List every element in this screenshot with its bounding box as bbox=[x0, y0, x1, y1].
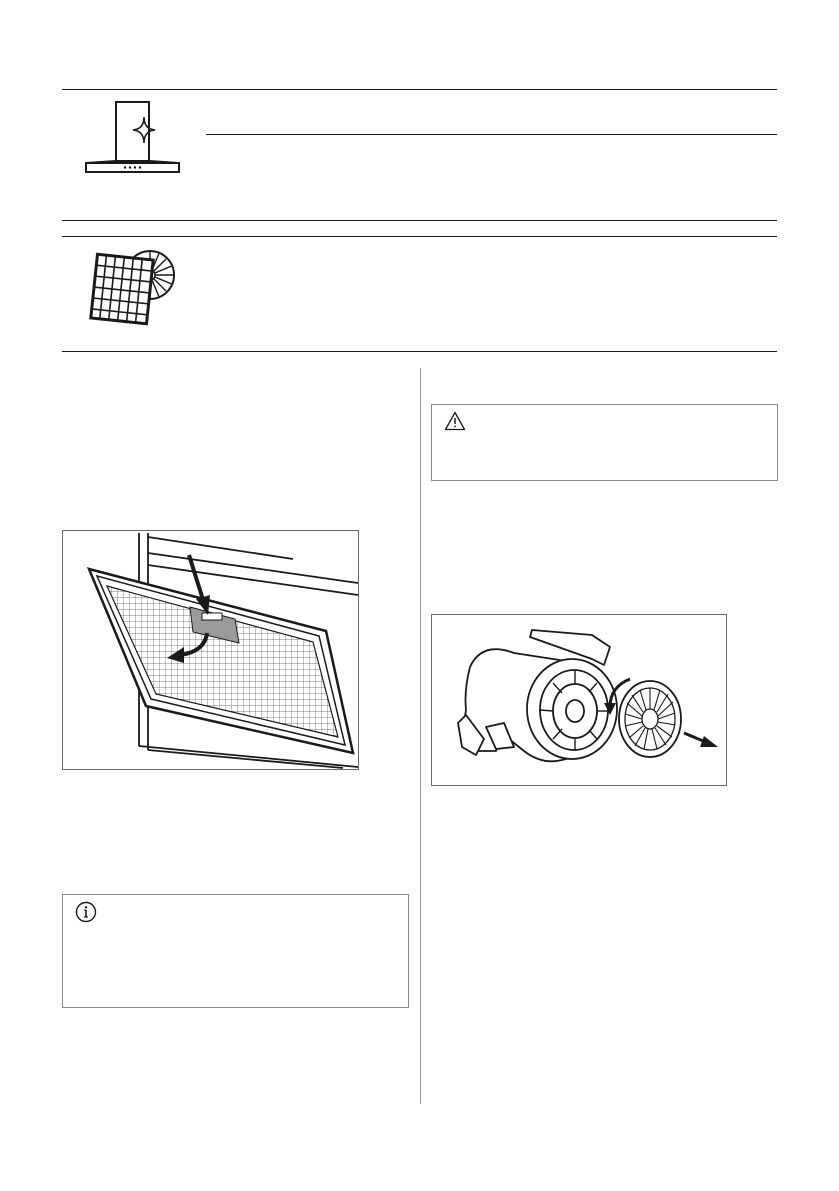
info-icon bbox=[75, 901, 97, 923]
warning-notice-box bbox=[431, 404, 778, 481]
section-rule-mid-b bbox=[62, 236, 777, 237]
section-subrule bbox=[206, 134, 777, 135]
column-divider bbox=[420, 368, 421, 1104]
grease-filter-figure bbox=[62, 530, 359, 770]
filters-icon bbox=[80, 244, 176, 330]
warning-icon bbox=[444, 411, 466, 431]
section-rule-top bbox=[62, 89, 777, 90]
section-rule-bottom bbox=[62, 351, 777, 352]
carbon-filter-figure bbox=[431, 614, 727, 786]
section-rule-mid-a bbox=[62, 220, 777, 221]
hood-clean-icon bbox=[84, 101, 180, 175]
info-notice-box bbox=[62, 894, 409, 1008]
